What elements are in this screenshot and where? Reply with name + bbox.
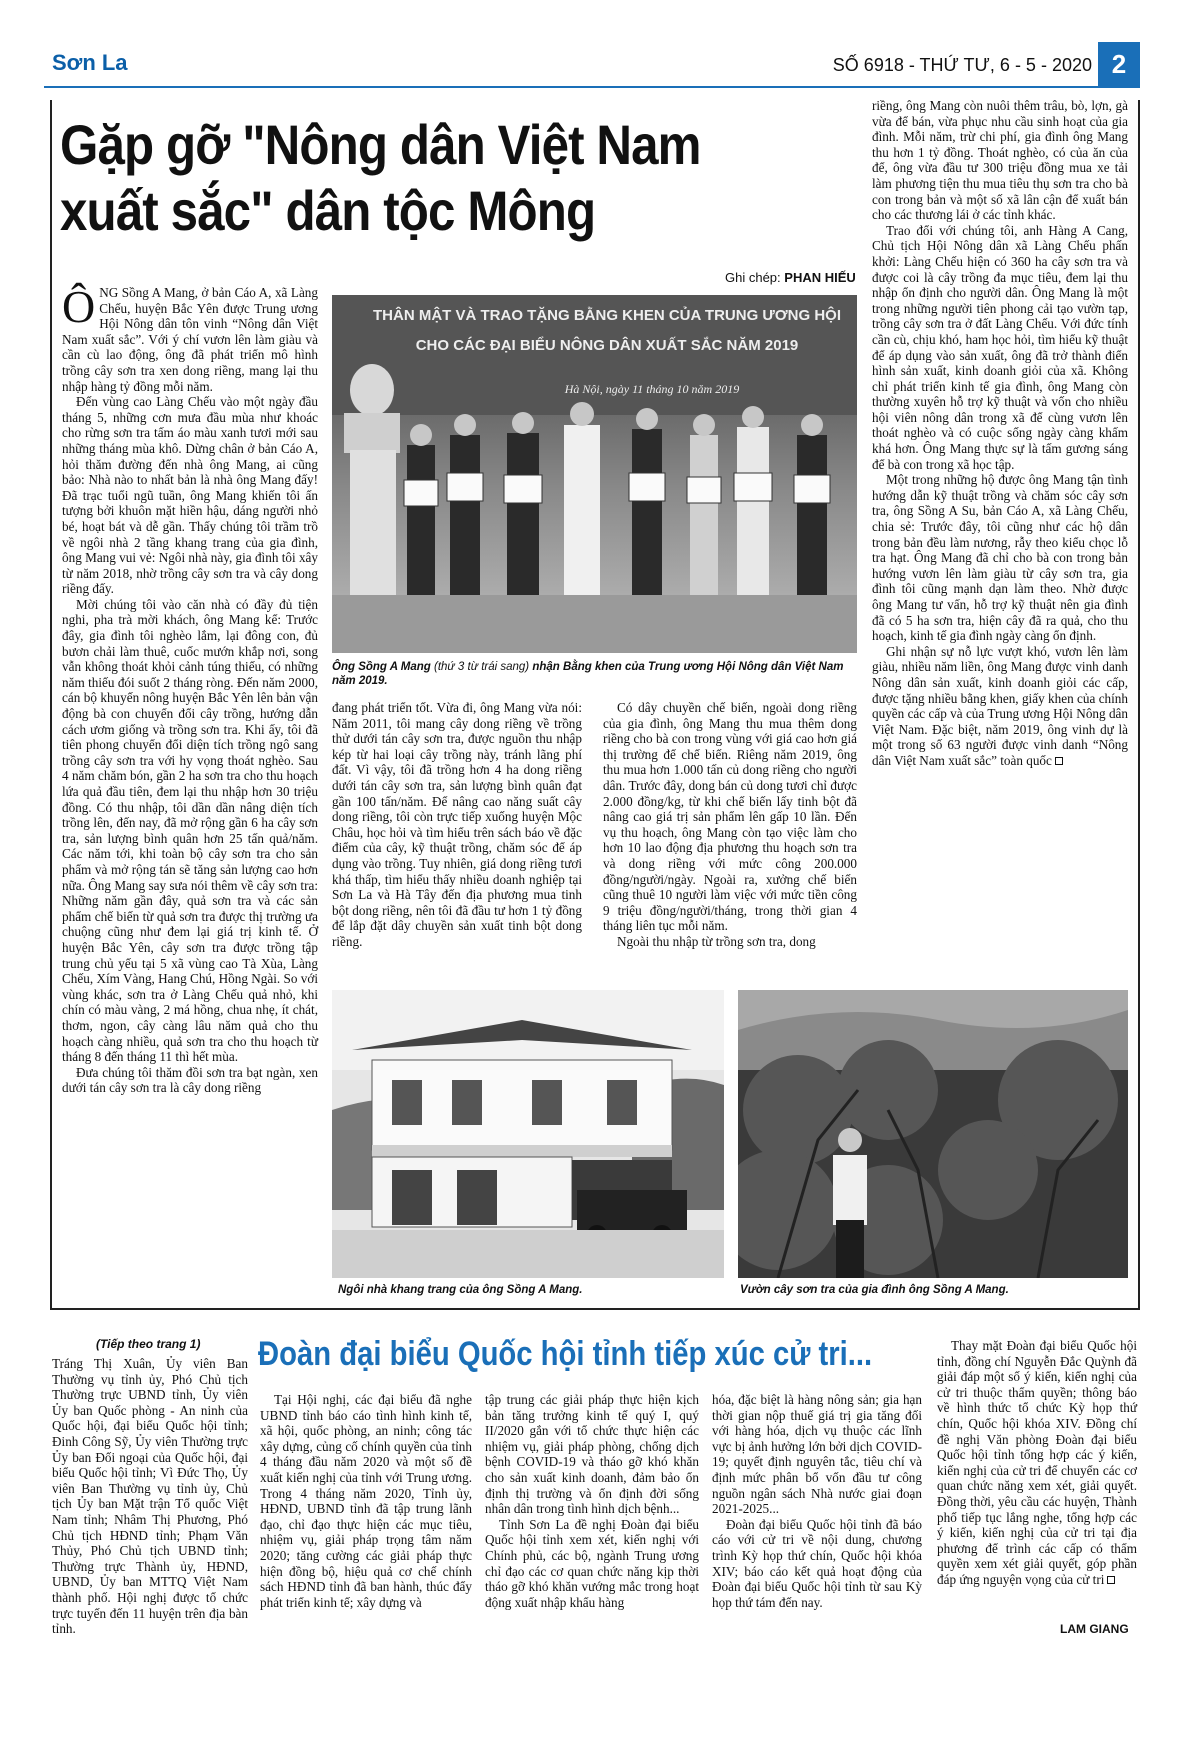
main-photo-caption: [332, 660, 857, 688]
paragraph: [937, 1338, 1137, 1588]
section-name: Sơn La: [52, 50, 128, 75]
article2-headline: Đoàn đại biểu Quốc hội tỉnh tiếp xúc cử tri...: [258, 1335, 873, 1373]
byline-label: Ghi chép:: [725, 270, 781, 285]
article2-column-1: [52, 1356, 248, 1656]
byline-author: PHAN HIẾU: [784, 270, 856, 285]
paragraph: Đến vùng cao Làng Chếu vào một ngày đầu tháng 5, những cơn mưa đầu mùa như khoác cho rừng sơn tra tấm áo màu xanh tươi mới sau những tháng mùa khô. Dừng chân ở bản Cáo A, hỏi thăm đường đến nhà ông Mang, ai cũng bảo: Nhà nào to nhất bản là nhà ông Mang đấy! Đã trạc tuổi ngũ tuần, ông Mang khiến tôi ấn tượng bởi khuôn mặt hiền hậu, dáng người nhỏ bé, hoạt bát và dễ gần. Thấy chúng tôi trầm trồ về ngôi nhà 2 tầng khang trang của gia đình, ông Mang vui vẻ: Ngôi nhà này, gia đình tôi xây từ năm 2018, nhờ trồng cây sơn tra và cây dong riềng đấy.: [62, 394, 318, 597]
closing-text: Thay mặt Đoàn đại biểu Quốc hội tỉnh, đồng chí Nguyễn Đắc Quỳnh đã giải đáp một số ý kiến, kiến nghị của cử tri thuộc thẩm quyền; thông báo về hình thức tổ chức Kỳ họp thứ chín, Quốc hội khóa XIV. Đồng chí đề nghị Văn phòng Đoàn đại biểu Quốc hội tỉnh tổng hợp các ý kiến, kiến nghị của cử tri để chuyển các cơ quan chức năng xem xét, giải quyết. Đồng thời, yêu cầu các huyện, Thành phố tiếp tục lắng nghe, tổng hợp các ý kiến, kiến nghị của cử tri tại địa phương để trình các cấp có thẩm quyền xem xét giải quyết, góp phần đáp ứng nguyện vọng của cử tri: [937, 1338, 1137, 1587]
award-photo-graphic: [332, 295, 857, 653]
award-ceremony-photo: [332, 295, 857, 653]
paragraph: Mời chúng tôi vào căn nhà có đầy đủ tiện nghi, pha trà mời khách, ông Mang kể: Trước đây, gia đình tôi nghèo lắm, lại đông con, đủ bươn chải làm thuê, cuốc mướn khắp nơi, song vẫn không thoát khỏi cảnh túng thiếu, có những năm thiếu đói suốt 2 tháng ròng. Đến năm 2000, cán bộ khuyến nông huyện Bắc Yên lên bản vận động bà con chuyển đổi cây trồng, hướng dẫn cách ươm giống và trồng sơn tra. Khi ấy, tôi đã tiên phong chuyển đổi diện tích trồng ngô sang trồng cây sơn tra với hy vọng thoát nghèo. Sau 4 năm chăm bón, gần 2 ha sơn tra cho thu hoạch lứa quả đầu tiên, đem lại thu nhập hơn 30 triệu đồng. Có thu nhập, tôi dần dần nâng diện tích trồng lên, đến nay, đã mở rộng gần 6 ha cây sơn tra, sản lượng bình quân hơn 25 tấn quả/năm. Các năm tới, khi toàn bộ cây sơn tra cho sản phẩm và mở rộng tán sẽ tăng sản lượng cao hơn nữa. Ông Mang say sưa nói thêm về cây sơn tra: Những năm gần đây, quả sơn tra và các sản phẩm chế biến từ quả sơn tra được thị trường ưa chuộng cũng như đem lại giá trị kinh tế. Ở huyện Bắc Yên, cây sơn tra được trồng tập trung chủ yếu tại 5 xã vùng cao Tà Xùa, Làng Chếu, Xím Vàng, Hang Chú, Hồng Ngài. So với vùng khác, sơn tra ở Làng Chếu quả nhỏ, khi chín có màu vàng, 2 má hồng, chua nhẹ, ít chát, thơm, ngon, cây càng lâu năm quả cho thu hoạch càng nhiều, quả sơn tra cho thu hoạch từ tháng 8 đến tháng 11 thì hết mùa.: [62, 596, 318, 1065]
house-photo-graphic: [332, 990, 724, 1278]
closing-text: Ghi nhận sự nỗ lực vượt khó, vươn lên làm giàu, nhiều năm liền, ông Mang được vinh danh Nông dân sản xuất, kinh doanh giỏi các cấp, được tặng nhiều bằng khen, giấy khen của chính quyền các cấp và của Trung ương Hội Nông dân Việt Nam. Đặc biệt, năm 2019, ông vinh dự là một trong số 63 người được vinh danh “Nông dân Việt Nam xuất sắc” toàn quốc: [872, 643, 1128, 768]
paragraph: Tráng Thị Xuân, Ủy viên Ban Thường vụ tỉnh ủy, Phó Chủ tịch Thường trực UBND tỉnh, Ủy viên Ủy ban Quốc phòng - An ninh của Quốc hội, đại biểu Quốc hội tỉnh; Đinh Công Sỹ, Ủy viên Thường trực Ủy ban Đối ngoại của Quốc hội, đại biểu Quốc hội tỉnh; Vì Đức Thọ, Ủy viên Ban Thường vụ tỉnh ủy, Chủ tịch Ủy ban Mặt trận Tổ quốc Việt Nam tỉnh; Nhâm Thị Phương, Phó Chủ tịch HĐND tỉnh; Phạm Văn Thủy, Phó Chủ tịch UBND tỉnh; Thường trực Thành ủy, HĐND, UBND, Ủy ban MTTQ Việt Nam thành phố. Hội nghị được tổ chức trực tuyến đến 11 huyện trên địa bàn tỉnh.: [52, 1356, 248, 1637]
lead-text: NG Sồng A Mang, ở bản Cáo A, xã Làng Chếu, huyện Bắc Yên được Trung ương Hội Nông dân tôn vinh “Nông dân Việt Nam xuất sắc”. Với ý chí vươn lên làm giàu và cần cù lao động, ông đã phát triển mô hình trồng cây sơn tra xen dong riềng, mang lại thu nhập hàng tỷ đồng mỗi năm.: [62, 285, 318, 394]
paragraph: hóa, đặc biệt là hàng nông sản; gia hạn thời gian nộp thuế giá trị gia tăng đối với hàng hóa, dịch vụ thuộc các lĩnh vực bị ảnh hưởng lớn bởi dịch COVID-19; quyết định nguyên tắc, tiêu chí và định mức phân bổ vốn đầu tư công nguồn ngân sách Nhà nước giai đoạn 2021-2025...: [712, 1392, 922, 1517]
article2-author: LAM GIANG: [1060, 1622, 1129, 1636]
article-headline: Gặp gỡ "Nông dân Việt Nam xuất sắc" dân tộc Mông: [60, 113, 701, 242]
article2-column-3: [485, 1392, 699, 1662]
issue-date: SỐ 6918 - THỨ TƯ, 6 - 5 - 2020: [832, 55, 1092, 75]
paragraph: Tại Hội nghị, các đại biểu đã nghe UBND tỉnh báo cáo tình hình kinh tế, xã hội, quốc phòng, an ninh; công tác xây dựng, củng cố chính quyền của tỉnh 4 tháng đầu năm 2020 và một số đề xuất kiến nghị của tỉnh với Trung ương. Trong 4 tháng năm 2020, Tỉnh ủy, HĐND, UBND tỉnh đã tập trung lãnh đạo, chỉ đạo thực hiện các mục tiêu, nhiệm vụ, giải pháp trọng tâm năm 2020; tăng cường các giải pháp thực hiện đồng bộ, hiệu quả cơ chế chính sách HĐND tỉnh đã ban hành, thúc đẩy phát triển kinh tế; xây dựng và: [260, 1392, 472, 1610]
house-photo: [332, 990, 724, 1278]
garden-photo-caption: [740, 1283, 1130, 1297]
article-column-2: [332, 700, 582, 990]
article2-column-4: [712, 1392, 922, 1662]
article-column-4: [872, 98, 1128, 998]
caption-rest: nhận Bằng khen của Trung ương Hội Nông dân Việt Nam năm 2019.: [332, 661, 844, 687]
caption-paren: (thứ 3 từ trái sang): [434, 661, 530, 673]
page-header: [44, 42, 1140, 86]
article2-column-2: [260, 1392, 472, 1662]
garden-caption-text: Vườn cây sơn tra của gia đình ông Sồng A Mang.: [740, 1284, 1009, 1296]
banner-line-2: CHO CÁC ĐẠI BIỂU NÔNG DÂN XUẤT SẮC NĂM 2019: [415, 337, 799, 354]
paragraph: tập trung các giải pháp thực hiện kịch bản tăng trưởng kinh tế quý I, quý II/2020 gắn với tổ chức thực hiện các nhiệm vụ, giải pháp phòng, chống dịch bệnh COVID-19 và tháo gỡ khó khăn cho sản xuất kinh doanh, đảm bảo ổn định thị trường và ổn định đời sống nhân dân trong tình hình dịch bệnh...: [485, 1392, 699, 1517]
frame-right: [1138, 100, 1140, 1310]
banner-date: Hà Nội, ngày 11 tháng 10 năm 2019: [564, 382, 740, 396]
header-rule: [44, 86, 1140, 88]
garden-photo: [738, 990, 1128, 1278]
frame-bottom: [50, 1308, 1140, 1310]
continued-label: (Tiếp theo trang 1): [96, 1337, 201, 1351]
article-column-1: [62, 281, 318, 1305]
article-column-3: [603, 700, 857, 990]
paragraph: Tỉnh Sơn La đề nghị Đoàn đại biểu Quốc hội tỉnh xem xét, kiến nghị với Chính phủ, các bộ, ngành Trung ương chỉ đạo các cơ quan chức năng kịp thời tháo gỡ khó khăn vướng mắc trong hoạt động xuất nhập khẩu hàng: [485, 1516, 699, 1610]
paragraph: riềng, ông Mang còn nuôi thêm trâu, bò, lợn, gà vừa để bán, vừa phục nhu cầu sinh hoạt của gia đình. Mỗi năm, trừ chi phí, gia đình ông Mang thu hơn 1 tỷ đồng. Thoát nghèo, có của ăn của để, ông vừa đầu tư 300 triệu đồng mua xe tải làm phương tiện thu mua tiêu thụ sơn tra cho bà con trong bản và một số xã lân cận để xuất bán cho các thương lái ở các tỉnh khác.: [872, 98, 1128, 223]
end-mark-icon: [1055, 757, 1063, 765]
frame-left: [50, 100, 52, 1310]
house-photo-caption: [338, 1283, 728, 1297]
lead-paragraph: [62, 281, 318, 394]
caption-name: Ông Sồng A Mang: [332, 661, 431, 673]
garden-photo-graphic: [738, 990, 1128, 1278]
paragraph: đang phát triển tốt. Vừa đi, ông Mang vừa nói: Năm 2011, tôi mang cây dong riềng về trồng thử dưới tán cây sơn tra, được nguồn thu nhập kép từ hai loại cây trồng này, tránh lãng phí đất. Vì vậy, tôi đã trồng hơn 4 ha dong riềng dưới tán cây sơn tra, sản lượng bình quân đạt gần 100 tấn/năm. Để nâng cao năng suất cây dong riềng, tôi còn trực tiếp xuống huyện Mộc Châu, học hỏi và tìm hiểu trên sách báo về đặc điểm của cây, kỹ thuật trồng, chăm sóc để áp dụng vào trồng. Tuy nhiên, giá dong riềng tươi khá thấp, tìm hiểu thấy nhiều doanh nghiệp tại Sơn La và Hà Tây đến địa phương mua tinh bột dong riềng, nên tôi đã đầu tư hơn 1 tỷ đồng để lắp đặt dây chuyền sản xuất tinh bột dong riềng.: [332, 700, 582, 949]
paragraph: Có dây chuyền chế biến, ngoài dong riềng của gia đình, ông Mang thu mua thêm dong riềng cho bà con trong vùng với giá cao hơn giá thị trường để chế biến. Riêng năm 2019, ông thu mua hơn 1.000 tấn củ dong riềng cho người dân. Trước đây, dong bán củ dong tươi chỉ được 2.000 đồng/kg, từ khi chế biến lấy tinh bột đã nâng cao giá trị sản phẩm lên gấp 10 lần. Đến vụ thu hoạch, ông Mang còn tạo việc làm cho hơn 10 lao động địa phương thu hoạch sơn tra và dong riềng với mức công 200.000 đồng/người/ngày. Ngoài ra, xưởng chế biến cũng thuê 10 người làm việc với mức tiền công 9 triệu đồng/người/tháng, trong thời gian 4 tháng liên tục mỗi năm.: [603, 700, 857, 934]
drop-cap: Ô: [62, 281, 96, 332]
page-number: 2: [1098, 42, 1140, 86]
paragraph: Trao đổi với chúng tôi, anh Hàng A Cang, Chủ tịch Hội Nông dân xã Làng Chếu phấn khởi: Làng Chếu hiện có 360 ha cây sơn tra và được coi là cây trồng đa mục tiêu, đem lại thu nhập ổn định cho người dân. Ông Mang là một trong những người tiên phong cải tạo vườn tạp, trồng cây sơn tra ở đất Làng Chếu. Với đức tính cần cù, chịu khó, ham học hỏi, tìm hiểu kỹ thuật để áp dụng vào sản xuất, ông đã trở thành điển hình sản xuất, kinh doanh giỏi của xã. Không chỉ phát triển kinh tế gia đình, ông Mang còn thường xuyên hỗ trợ kỹ thuật và vốn cho nhiều hội viên nông dân trong xã để cùng vươn lên thoát nghèo và có cuộc sống ngày càng khấm khá hơn. Ông Mang thực sự là tấm gương sáng để bà con trong xã học tập.: [872, 222, 1128, 472]
article2-column-5: [937, 1338, 1137, 1623]
paragraph: Đưa chúng tôi thăm đồi sơn tra bạt ngàn, xen dưới tán cây sơn tra là cây dong riềng: [62, 1064, 318, 1096]
byline: [725, 270, 856, 285]
paragraph: Ngoài thu nhập từ trồng sơn tra, dong: [617, 933, 816, 949]
banner-line-1: THÂN MẬT VÀ TRAO TẶNG BẰNG KHEN CỦA TRUNG ƯƠNG HỘI: [373, 307, 841, 324]
house-caption-text: Ngôi nhà khang trang của ông Sồng A Mang.: [338, 1284, 583, 1296]
paragraph: Một trong những hộ được ông Mang tận tình hướng dẫn kỹ thuật trồng và chăm sóc cây sơn tra, ông Sồng A Su, bản Cáo A, xã Làng Chếu, chia sẻ: Trước đây, tôi cũng như các hộ dân trong bản đều làm nương, rẫy theo kiểu chọc lỗ tra hạt. Ông Mang đã chỉ cho bà con trong bản hướng vươn lên làm giàu từ cây sơn tra, gia đình tôi cũng mạnh dạn làm theo. Nhờ được ông Mang tư vấn, hỗ trợ kỹ thuật nên gia đình đã có 5 ha sơn tra, hiện cây đã ra quả, cho thu hoạch, kinh tế gia đình ngày càng ổn định.: [872, 472, 1128, 644]
paragraph: Đoàn đại biểu Quốc hội tỉnh đã báo cáo với cử tri về nội dung, chương trình Kỳ họp thứ chín, Quốc hội khóa XIV; báo cáo kết quả hoạt động của Đoàn đại biểu Quốc hội tỉnh từ sau Kỳ họp thứ tám đến nay.: [712, 1516, 922, 1610]
end-mark-icon: [1107, 1576, 1115, 1584]
paragraph: [872, 644, 1128, 769]
